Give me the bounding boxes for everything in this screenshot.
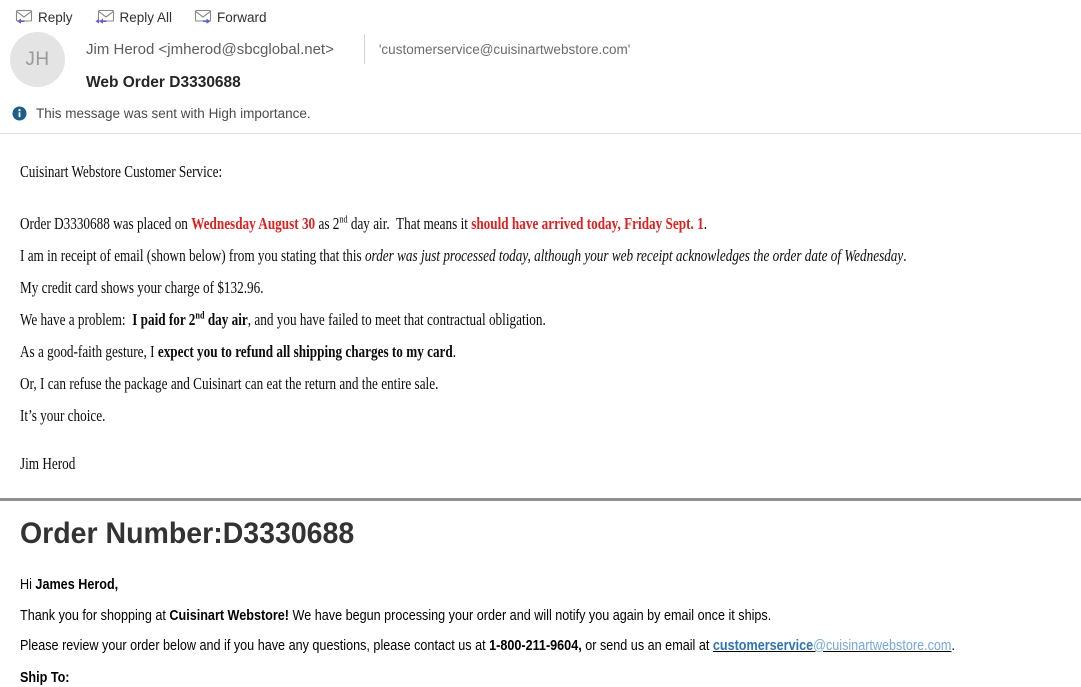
thanks-line: [20, 608, 926, 625]
text-segment: or send us an email at: [581, 638, 713, 654]
message-header: [0, 25, 1081, 92]
info-icon: [12, 106, 27, 121]
text-segment: We have a problem:: [20, 310, 133, 329]
forward-button-label: Forward: [217, 9, 267, 25]
ship-to-label: Ship To:: [20, 670, 70, 686]
customer-name: James Herod,: [35, 577, 119, 593]
reply-button[interactable]: [15, 9, 73, 25]
text-segment: I am in receipt of email (shown below) from you stating that this: [20, 246, 365, 265]
text-segment: .: [903, 246, 907, 265]
order-status-line: [20, 213, 853, 234]
sender-row: [86, 34, 630, 64]
email-body: [0, 134, 1081, 474]
text-segment: day air. That means it: [347, 214, 472, 233]
reply-button-label: Reply: [38, 9, 73, 25]
support-phone-number: 1-800-211-9604,: [489, 638, 582, 654]
text-segment: , and you have failed to meet that contractual obligation.: [247, 310, 546, 329]
text-segment: day air: [204, 310, 248, 329]
importance-info-bar: [12, 106, 1081, 121]
gesture-line: [20, 341, 853, 362]
importance-notice-text: This message was sent with High importance.: [36, 106, 311, 121]
sender-address[interactable]: Jim Herod <jmherod@sbcglobal.net>: [86, 40, 334, 58]
text-segment: Please review your order below and if you have any questions, please contact us at: [20, 638, 490, 654]
order-confirmation-section: [0, 501, 1081, 687]
salutation-line: Cuisinart Webstore Customer Service:: [20, 162, 223, 181]
text-segment: As a good-faith gesture, I: [20, 342, 158, 361]
text-segment: .: [703, 214, 707, 233]
reading-pane-toolbar: [0, 0, 1081, 25]
message-subject: Web Order D3330688: [86, 74, 241, 91]
refuse-line: Or, I can refuse the package and Cuisinart can eat the return and the entire sale.: [20, 374, 439, 393]
reply-all-button[interactable]: [95, 9, 173, 25]
choice-line: It’s your choice.: [20, 406, 106, 425]
text-segment: I paid for 2: [132, 310, 196, 329]
message-header-text: [86, 32, 630, 92]
text-segment: as 2: [315, 214, 340, 233]
order-number-heading: Order Number:D3330688: [20, 517, 355, 550]
text-segment: Hi: [20, 577, 36, 593]
text-segment-italic: order was just processed today, although your web receipt acknowledges the order date of Wednesday: [364, 246, 904, 265]
email-link-user-part: customerservice: [712, 638, 814, 654]
text-segment-red-bold: should have arrived today, Friday Sept. 1: [471, 214, 704, 233]
text-segment: .: [452, 342, 457, 361]
text-segment-bold: [132, 310, 248, 329]
ordinal-superscript: nd: [195, 310, 205, 322]
greeting-line: [20, 577, 926, 594]
recipient-address[interactable]: 'customerservice@cuisinartwebstore.com': [378, 41, 631, 57]
reply-all-button-label: Reply All: [119, 9, 173, 25]
ordinal-superscript: nd: [339, 214, 348, 226]
text-segment: Order D3330688 was placed on: [20, 214, 192, 233]
store-name: Cuisinart Webstore!: [169, 608, 290, 624]
text-segment: .: [951, 638, 955, 654]
forward-envelope-icon: [194, 9, 212, 25]
forward-button[interactable]: [194, 9, 267, 25]
email-link-domain-part: @cuisinartwebstore.com: [813, 638, 952, 654]
problem-line: [20, 309, 853, 330]
text-segment-bold: expect you to refund all shipping charges to my card: [157, 342, 453, 361]
receipt-line: [20, 245, 907, 266]
header-vertical-divider: [364, 34, 365, 64]
review-line: [20, 638, 955, 655]
sender-avatar[interactable]: JH: [10, 32, 65, 87]
text-segment: We have begun processing your order and will notify you again by email once it ships.: [289, 608, 772, 624]
text-segment: Thank you for shopping at: [20, 608, 170, 624]
customer-service-email-link[interactable]: [713, 638, 952, 654]
text-segment-red-bold: Wednesday August 30: [191, 214, 316, 233]
charge-line: My credit card shows your charge of $132.96.: [20, 278, 264, 297]
reply-envelope-icon: [15, 9, 33, 25]
reply-all-envelope-icon: [95, 9, 115, 25]
signature-line: Jim Herod: [20, 454, 76, 473]
